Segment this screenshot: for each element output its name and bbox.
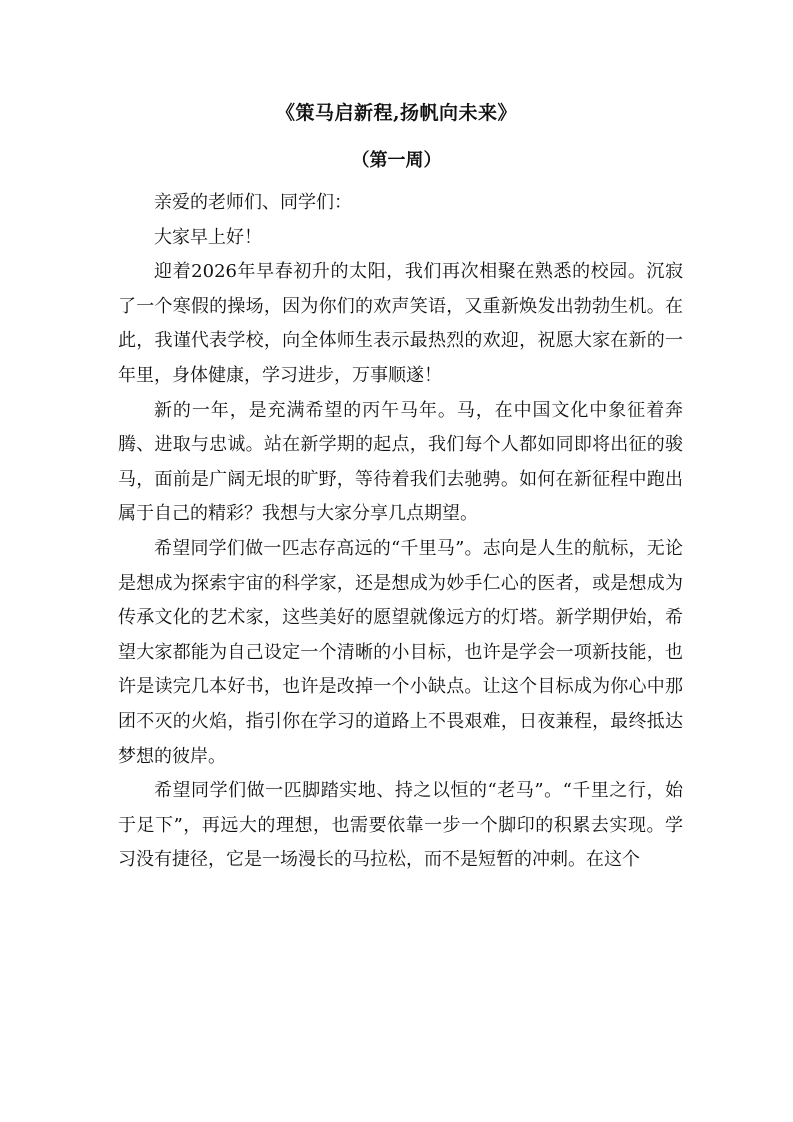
- greeting: 大家早上好！: [154, 226, 262, 248]
- paragraph-welcome: 迎着2026年早春初升的太阳，我们再次相聚在熟悉的校园。沉寂了一个寒假的操场，因为你们的欢声笑语，又重新焕发出勃勃生机。在此，我谨代表学校，向全体师生表示最热烈的欢迎，祝愿大家在新的一年里，身体健康，学习进步，万事顺遂！: [118, 261, 683, 386]
- document-title: 《策马启新程,扬帆向未来》: [275, 102, 518, 124]
- salutation: 亲爱的老师们、同学们：: [154, 192, 352, 213]
- paragraph-old-horse: 希望同学们做一匹脚踏实地、持之以恒的“老马”。“千里之行，始于足下”，再远大的理想，也需要依靠一步一个脚印的积累去实现。学习没有捷径，它是一场漫长的马拉松，而不是短暂的冲刺。在这个: [118, 780, 683, 871]
- document-body: [118, 186, 683, 878]
- paragraph-thousand-li-horse: 希望同学们做一匹志存高远的“千里马”。志向是人生的航标，无论是想成为探索宇宙的科学家，还是想成为妙手仁心的医者，或是想成为传承文化的艺术家，这些美好的愿望就像远方的灯塔。新学期伊始，希望大家都能为自己设定一个清晰的小目标，也许是学会一项新技能，也许是读完几本好书，也许是改掉一个小缺点。让这个目标成为你心中那团不灭的火焰，指引你在学习的道路上不畏艰难，日夜兼程，最终抵达梦想的彼岸。: [118, 537, 683, 767]
- paragraph-horse-year: 新的一年，是充满希望的丙午马年。马，在中国文化中象征着奔腾、进取与忠诚。站在新学期的起点，我们每个人都如同即将出征的骏马，面前是广阔无垠的旷野，等待着我们去驰骋。如何在新征程中跑出属于自己的精彩？我想与大家分享几点期望。: [118, 399, 683, 525]
- document-subtitle: （第一周）: [351, 150, 442, 171]
